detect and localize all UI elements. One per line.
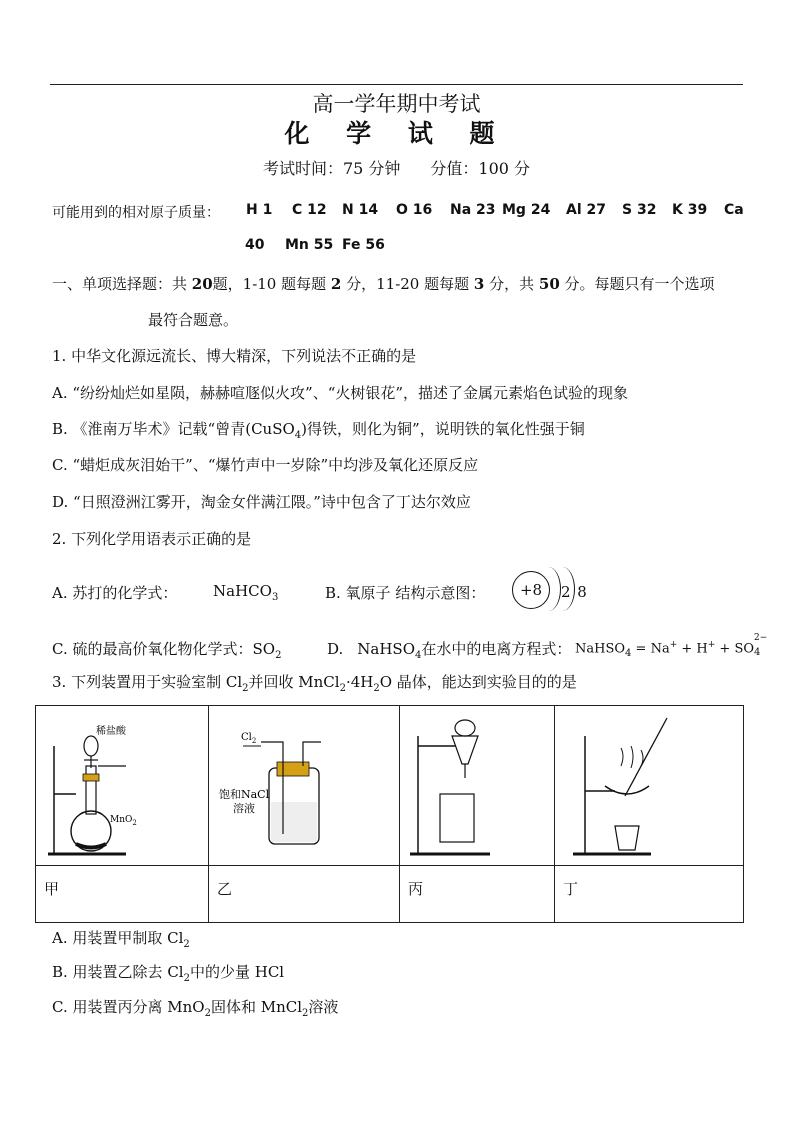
exam-title: 高一学年期中考试 [312,92,481,116]
subscript: 2 [183,939,190,950]
question-1-option-b [52,418,585,441]
text: 20 [191,275,213,293]
question-2-option-d [327,638,571,661]
ionization-equation [575,633,768,659]
question-2-stem: 2. 下列化学用语表示正确的是 [52,530,252,548]
question-2-option-c [52,638,281,661]
ion-script [754,633,768,659]
subscript: 4 [754,647,761,659]
element-mass: Fe 56 [342,237,385,253]
question-3-option-c [52,996,338,1019]
sodium-carbonate-formula [213,582,278,603]
text: 2 [330,275,342,293]
nacl-label: 饱和NaCl [219,788,270,801]
subscript: 2 [132,819,137,827]
subscript: 2 [183,973,190,984]
element-mass: Na 23 [450,202,496,218]
question-1-option-a: A. “纷纷灿烂如星陨，赫赫喧豗似火攻”、“火树银花”，描述了金属元素焰色试验的现象 [52,384,629,402]
subscript: 4 [294,430,302,441]
text: 50 [538,275,560,293]
element-mass: Mn 55 [285,237,334,253]
text: 一、单项选择题：共 [52,275,192,293]
question-3-option-b [52,961,284,984]
text: 分，共 [484,275,539,293]
subscript: 4 [625,647,632,659]
text: D. [327,640,344,658]
text: 题，1-10 题每题 [212,275,331,293]
section-heading-cont: 最符合题意。 [148,311,239,329]
subscript: 4 [415,650,422,661]
apparatus-table [35,705,744,923]
apparatus-cell-jia [36,706,209,922]
subscript: 2 [339,683,346,694]
text: B. 用装置乙除去 Cl [52,963,184,981]
section-heading [52,273,715,294]
text: B. 《淮南万毕术》记载“曾青(CuSO [52,420,295,438]
text: 3. 下列装置用于实验室制 Cl [52,673,243,691]
element-mass: C 12 [292,202,327,218]
text: A. 用装置甲制取 Cl [52,929,184,947]
oxygen-nucleus: +8 [512,571,550,609]
element-mass: Mg 24 [502,202,551,218]
element-mass: S 32 [622,202,657,218]
text: 分，11-20 题每题 [341,275,474,293]
text: C. 硫的最高价氧化物化学式：SO [52,640,276,658]
apparatus-cell-bing [400,706,555,922]
question-3-stem [52,671,577,694]
text: NaHSO [357,640,415,658]
question-3-option-a [52,927,190,950]
element-mass: H 1 [246,202,273,218]
text: 中的少量 HCl [189,963,285,981]
text: + H [677,641,708,657]
text: 并回收 MnCl [248,673,340,691]
solution-label: 溶液 [233,802,255,815]
subscript: 2 [204,1008,211,1019]
hcl-label: 稀盐酸 [96,726,126,737]
subscript: 2 [302,1008,309,1019]
text: 分。每题只有一个选项 [559,275,715,293]
gas-washing-bottle-figure [209,706,399,864]
text: ·4H [345,673,374,691]
atomic-mass-label: 可能用到的相对原子质量： [52,205,220,221]
text: MnO [110,815,133,825]
cell-label-bing: 丙 [408,880,424,898]
text: 在水中的电离方程式： [421,640,572,658]
element-mass: K 39 [672,202,708,218]
subscript: 2 [275,650,282,661]
superscript: + [669,640,678,650]
subscript: 2 [242,683,249,694]
text: 固体和 MnCl [210,998,303,1016]
question-1-stem: 1. 中华文化源远流长、博大精深，下列说法不正确的是 [52,347,417,365]
subscript: 2 [251,737,257,745]
element-mass: N 14 [342,202,379,218]
text: C. 用装置丙分离 MnO [52,998,205,1016]
text: + SO [715,641,755,657]
atomic-mass-list [52,202,752,262]
table-row-divider [36,865,743,866]
cell-label-ding: 丁 [563,880,579,898]
cell-label-jia: 甲 [44,880,60,898]
question-1-option-d: D. “日照澄洲江雾开，淘金女伴满江隈。”诗中包含了丁达尔效应 [52,493,471,511]
element-mass: Al 27 [566,202,606,218]
apparatus-cell-yi [209,706,400,922]
question-2-option-b: B. 氧原子 结构示意图： [325,584,486,602]
question-2-option-a [52,582,177,603]
electron-counts: 2 8 [561,583,588,601]
subscript: 2 [373,683,380,694]
exam-time: 考试时间：75 分钟 [262,159,401,178]
text: )得铁，则化为铜”，说明铁的氧化性强于铜 [301,420,585,438]
filtration-figure [400,706,555,864]
superscript: + [707,640,716,650]
text: Cl [241,732,252,743]
text: A. 苏打的化学式： [52,584,178,602]
text: 溶液 [308,998,339,1016]
apparatus-cell-ding [555,706,743,922]
question-1-option-c: C. “蜡炬成灰泪始干”、“爆竹声中一岁除”中均涉及氧化还原反应 [52,456,479,474]
exam-meta [0,156,793,179]
element-mass: O 16 [396,202,433,218]
subject-title: 化 学 试 题 [284,119,509,148]
exam-score: 分值：100 分 [430,159,531,178]
text: NaHCO [213,582,272,600]
cl2-label [241,732,256,745]
subscript: 3 [271,592,279,603]
superscript: 2− [754,633,768,644]
header-rule [50,84,743,85]
cell-label-yi: 乙 [217,880,233,898]
chlorine-generator-figure [36,706,208,864]
element-mass: Ca [724,202,744,218]
element-mass: 40 [245,237,265,253]
text: = Na [631,641,670,657]
mno2-label [110,815,137,827]
text: O 晶体，能达到实验目的的是 [379,673,577,691]
text: NaHSO [575,641,626,657]
evaporation-figure [555,706,741,864]
text: 3 [473,275,485,293]
